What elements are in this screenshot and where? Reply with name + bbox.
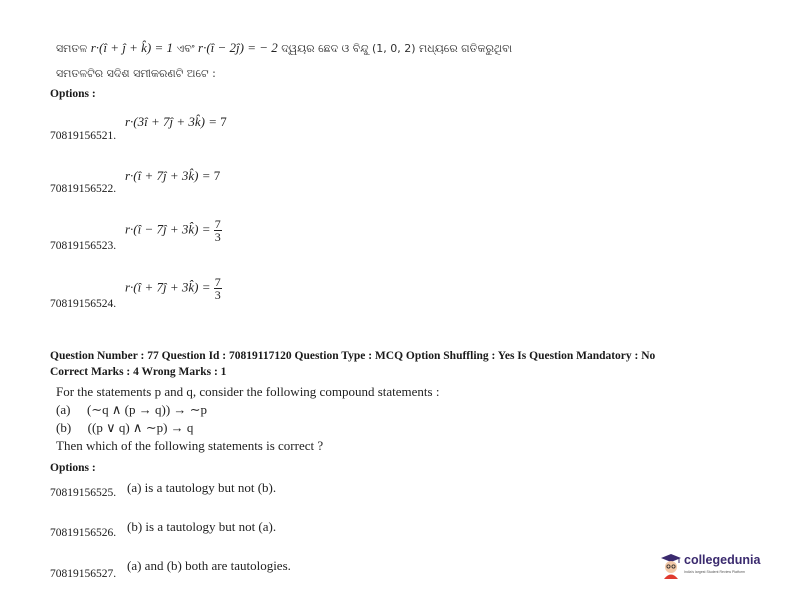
question-stem: For the statements p and q, consider the following compound statements :: [56, 384, 440, 399]
prev-question-line1: [56, 40, 512, 56]
prev-option-4-denominator: 3: [214, 288, 221, 302]
prev-option-4-id: 70819156524.: [50, 298, 117, 310]
statement-b-label: (b): [56, 420, 72, 435]
statement-a-text: (∼q ∧ (p → q)) → ∼p: [86, 402, 208, 417]
prev-question-word: ସମତଳ: [56, 42, 88, 55]
options-label: Options :: [50, 462, 96, 474]
prev-option-1-id: 70819156521.: [50, 130, 117, 142]
prev-question-and: ଏବଂ: [176, 42, 195, 55]
prev-option-1-rhs: 7: [220, 114, 227, 129]
prev-option-3-lhs: r·(î − 7ĵ + 3k̂) =: [125, 221, 214, 237]
prev-option-2-rhs: 7: [213, 168, 221, 183]
prev-question-equation-1: r·(î + ĵ + k̂) = 1: [90, 40, 173, 55]
statement-b-text: ((p ∨ q) ∧ ∼p) → q: [87, 420, 194, 435]
prev-option-1-equation[interactable]: [125, 114, 227, 130]
prev-option-4-fraction: [214, 276, 222, 301]
prev-option-3-numerator: 7: [214, 217, 221, 231]
statement-a: [56, 402, 207, 418]
option-1-text[interactable]: (a) is a tautology but not (b).: [127, 480, 277, 495]
prev-question-text: ଦ୍ୱୟର ଛେଦ ଓ ବିନ୍ଦୁ (1, 0, 2) ମଧ୍ୟରେ ଗତିକରୁଥିବା: [281, 42, 513, 55]
prev-option-2-id: 70819156522.: [50, 183, 117, 195]
option-3-text[interactable]: (a) and (b) both are tautologies.: [127, 558, 291, 573]
logo-tagline: India's largest Student Review Platform: [684, 570, 745, 574]
prev-options-label: Options :: [50, 88, 96, 100]
question-header: Question Number : 77 Question Id : 70819117120 Question Type : MCQ Option Shuffling : Yes Is Question Mandatory : No: [50, 350, 656, 362]
option-1-id: 70819156525.: [50, 487, 117, 499]
prev-question-line2: ସମତଳଟିର ସଦିଶ ସମୀକରଣଟି ଅଟେ :: [56, 67, 216, 80]
prev-option-3-denominator: 3: [214, 230, 221, 244]
option-2-id: 70819156526.: [50, 527, 117, 539]
prev-option-2-equation[interactable]: [125, 168, 220, 184]
statement-b: [56, 420, 193, 436]
question-ask: Then which of the following statements is correct ?: [56, 438, 324, 453]
prev-option-3-equation[interactable]: [125, 218, 222, 243]
prev-option-4-equation[interactable]: [125, 276, 222, 301]
graduate-mascot-icon: [660, 553, 682, 579]
statement-a-label: (a): [56, 402, 71, 417]
question-marks: Correct Marks : 4 Wrong Marks : 1: [50, 366, 227, 378]
prev-option-1-lhs: r·(3î + 7ĵ + 3k̂) =: [125, 114, 221, 129]
option-3-id: 70819156527.: [50, 568, 117, 580]
prev-option-4-numerator: 7: [214, 275, 221, 289]
prev-option-4-lhs: r·(î + 7ĵ + 3k̂) =: [125, 279, 214, 295]
option-2-text[interactable]: (b) is a tautology but not (a).: [127, 519, 277, 534]
collegedunia-logo[interactable]: [660, 552, 770, 580]
prev-option-3-id: 70819156523.: [50, 240, 117, 252]
prev-question-equation-2: r·(î − 2ĵ) = − 2: [198, 40, 278, 55]
prev-option-3-fraction: [214, 218, 222, 243]
logo-name: collegedunia: [684, 553, 761, 567]
prev-option-2-lhs: r·(î + 7ĵ + 3k̂) =: [125, 168, 214, 183]
